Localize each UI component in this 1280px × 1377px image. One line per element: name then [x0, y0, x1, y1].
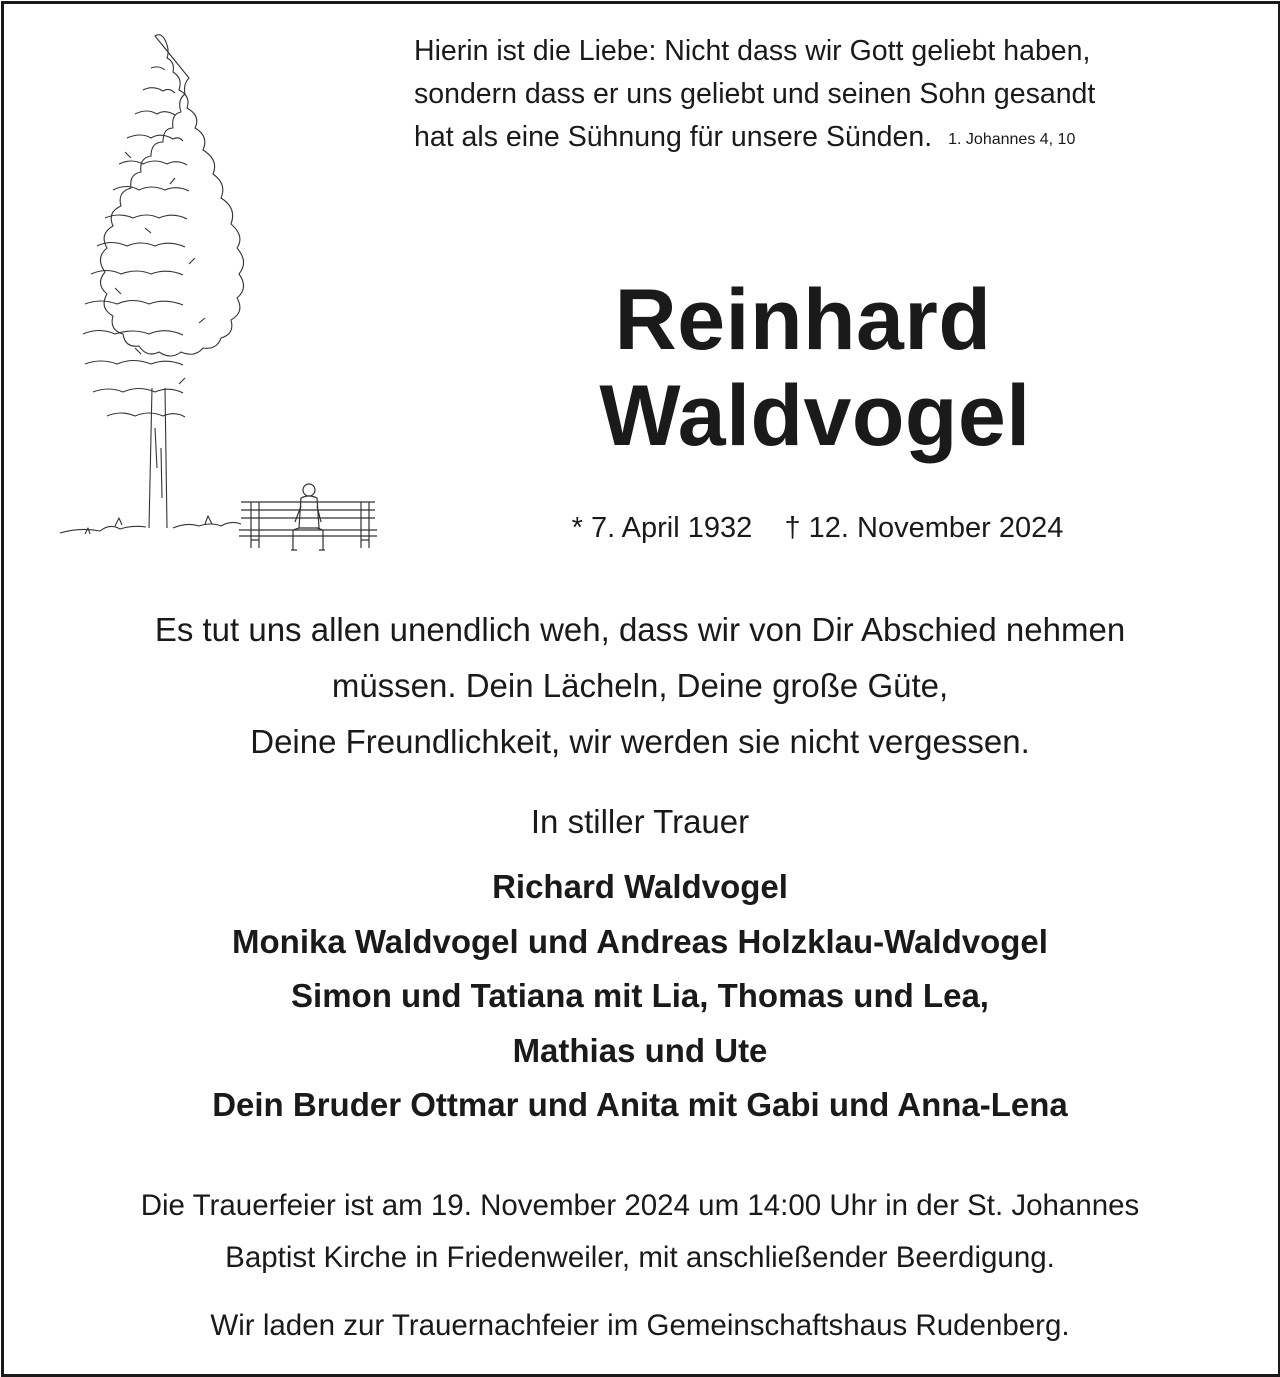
funeral-service-info: [0, 1180, 1280, 1284]
verse-reference: 1. Johannes 4, 10: [948, 131, 1076, 148]
family-member: Mathias und Ute: [512, 1031, 768, 1069]
deceased-last-name: Waldvogel: [599, 368, 1031, 464]
farewell-line: Deine Freundlichkeit, wir werden sie nicht vergessen.: [250, 723, 1030, 760]
death-date: † 12. November 2024: [784, 512, 1064, 544]
reception-invitation: Wir laden zur Trauernachfeier im Gemeinschaftshaus Rudenberg.: [210, 1309, 1070, 1342]
farewell-line: müssen. Dein Lächeln, Deine große Güte,: [331, 667, 949, 704]
farewell-line: Es tut uns allen unendlich weh, dass wir von Dir Abschied nehmen: [154, 611, 1126, 648]
verse-line-with-reference: [414, 116, 1254, 163]
family-member: Simon und Tatiana mit Lia, Thomas und Lea,: [291, 977, 989, 1014]
verse-line: Hierin ist die Liebe: Nicht dass wir Gott geliebt haben,: [414, 35, 1091, 67]
life-dates: [0, 508, 1280, 548]
family-member: Richard Waldvogel: [492, 868, 788, 905]
tree-bench-illustration: [55, 28, 390, 573]
family-list: [0, 860, 1280, 1133]
birth-date: * 7. April 1932: [571, 512, 753, 544]
mourning-intro: In stiller Trauer: [530, 803, 750, 840]
deceased-first-name: Reinhard: [614, 272, 992, 368]
verse-line: hat als eine Sühnung für unsere Sünden.: [414, 121, 933, 153]
service-line: Die Trauerfeier ist am 19. November 2024 um 14:00 Uhr in der St. Johannes: [140, 1189, 1140, 1222]
family-member: Monika Waldvogel und Andreas Holzklau-Waldvogel: [232, 922, 1048, 960]
farewell-message: [0, 602, 1280, 770]
tree-icon: [60, 35, 244, 534]
family-member: Dein Bruder Ottmar und Anita mit Gabi und Anna-Lena: [212, 1086, 1068, 1123]
service-line: Baptist Kirche in Friedenweiler, mit anschließender Beerdigung.: [225, 1241, 1055, 1274]
verse-line: sondern dass er uns geliebt und seinen Sohn gesandt: [414, 78, 1096, 110]
bible-verse: [414, 30, 1254, 163]
